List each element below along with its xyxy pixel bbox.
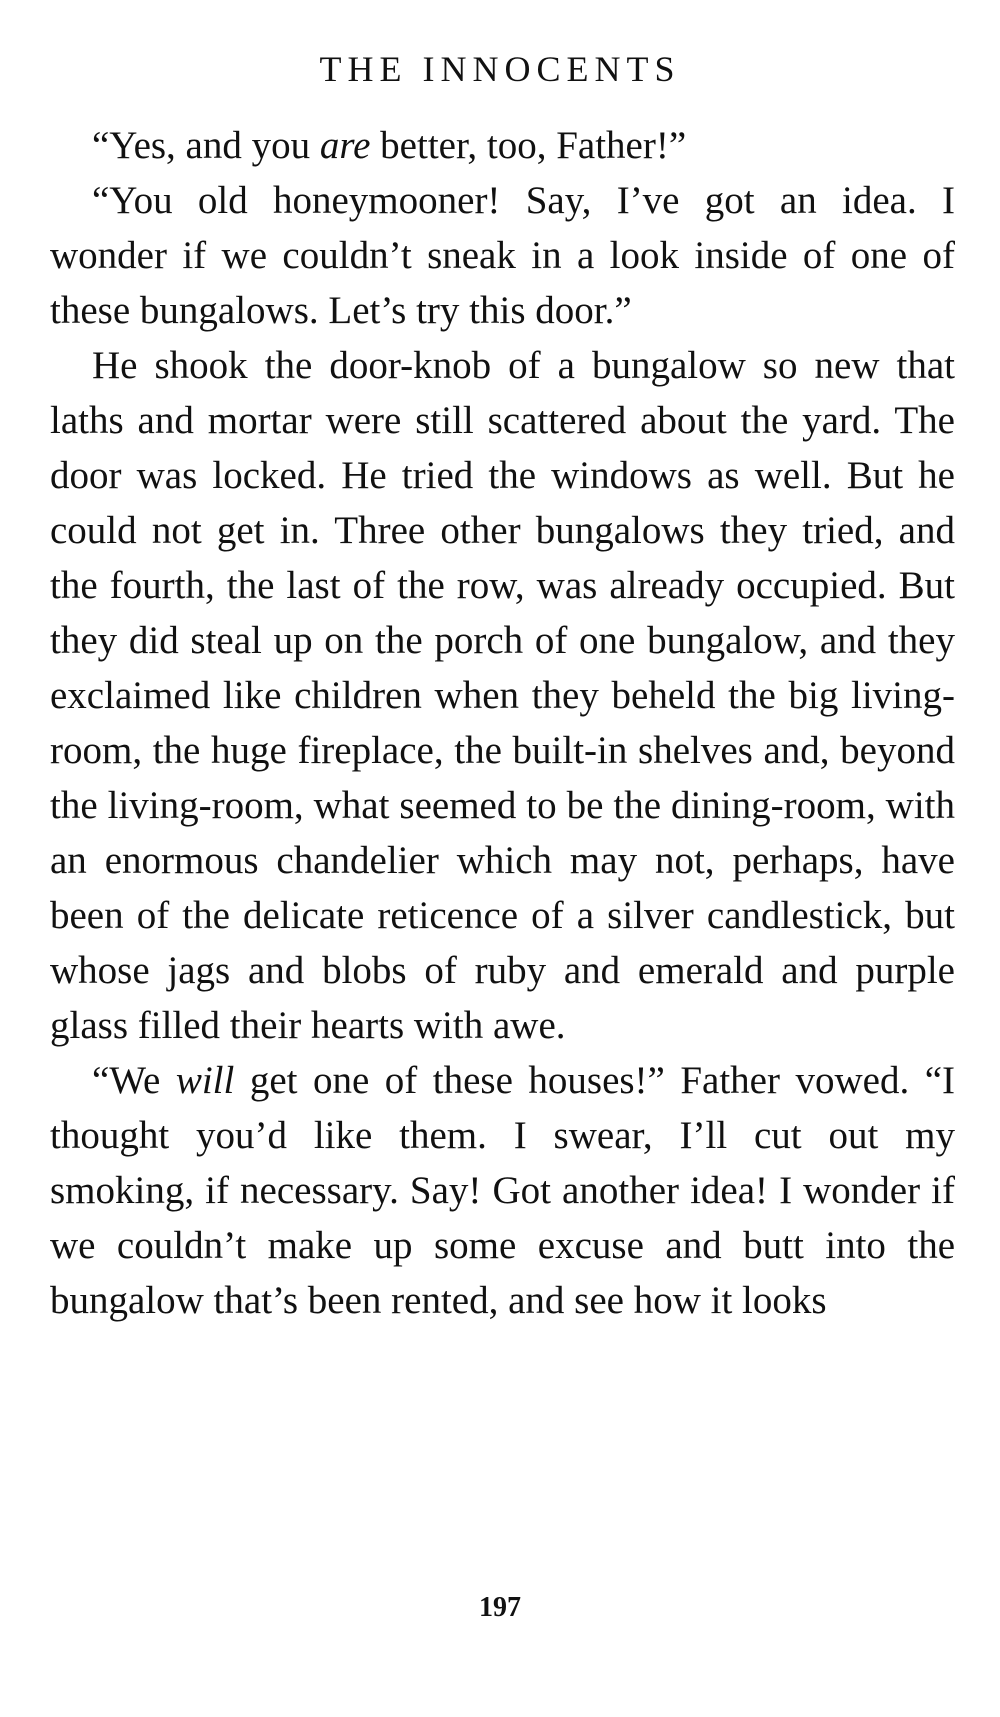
emphasis-text: are [319,124,371,167]
text-run: “You old honeymooner! Say, I’ve got an idea. I wonder if we couldn’t sneak in a look inside of one of these bungalows. Let’s try this door.” [50,179,955,332]
text-run: He shook the door-knob of a bungalow so new that laths and mortar were still scattered about the yard. The door was locked. He tried the windows as well. But he could not get in. Three other bungalows they tried, and the fourth, the last of the row, was already occupied. But they did steal up on the porch of one bungalow, and they exclaimed like children when they beheld the big living-room, the huge fireplace, the built-in shelves and, beyond the living-room, what seemed to be the dining-room, with an enormous chandelier which may not, perhaps, have been of the delicate reticence of a silver candlestick, but whose jags and blobs of ruby and emerald and purple glass filled their hearts with awe. [50,344,955,1047]
paragraph-4 [50,1053,955,1328]
paragraph-2 [50,173,955,338]
text-run: get one of these houses!” Father vowed. “I thought you’d like them. I swear, I’ll cut out my smoking, if necessary. Say! Got another idea! I wonder if we couldn’t make up some excuse and butt into the bungalow that’s been rented, and see how it looks [50,1059,955,1322]
paragraph-1 [50,118,955,173]
text-run: “Yes, and you [92,124,320,167]
emphasis-text: will [175,1059,235,1102]
text-run: “We [92,1059,176,1102]
text-run: better, too, Father!” [370,124,687,167]
running-head: THE INNOCENTS [319,49,681,89]
body-text [50,118,955,1328]
page-number: 197 [479,1592,521,1623]
paragraph-3 [50,338,955,1053]
